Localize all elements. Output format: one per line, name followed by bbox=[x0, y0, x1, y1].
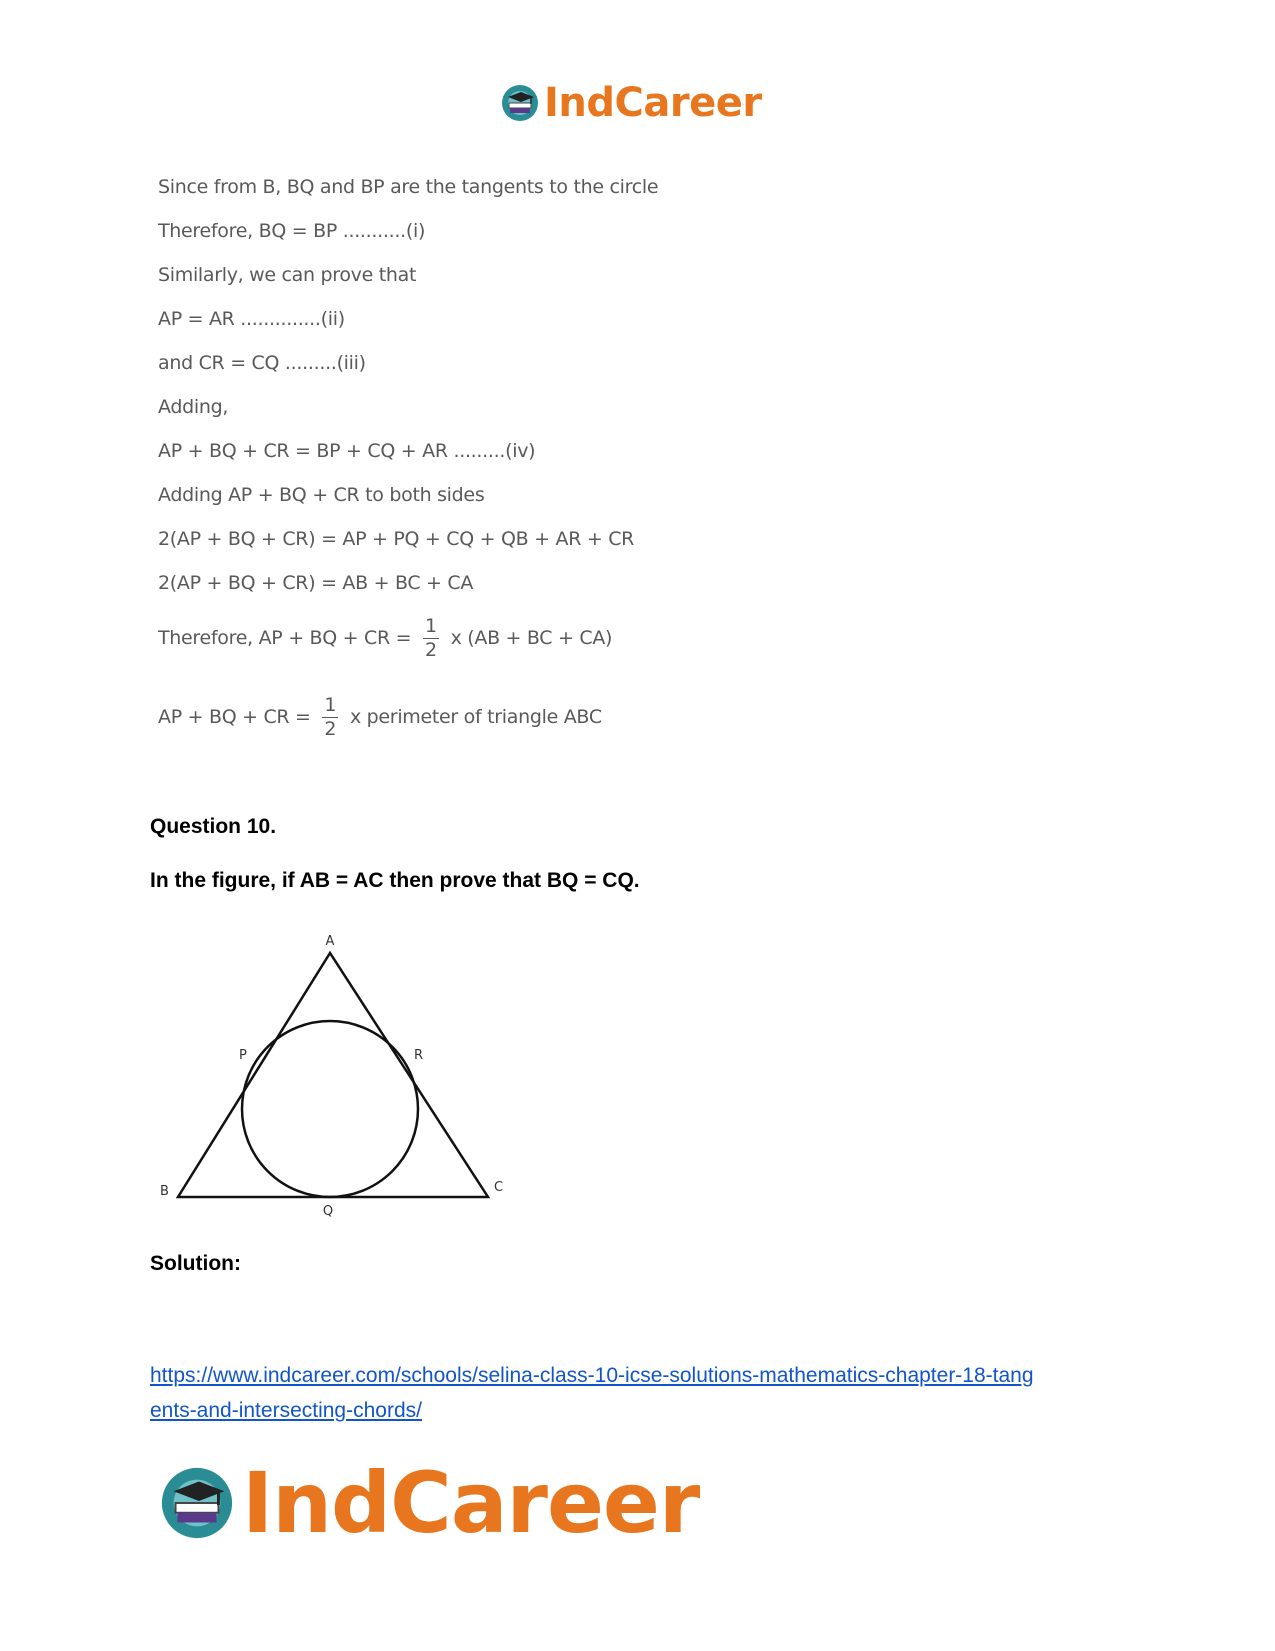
source-link-line-2[interactable]: ents-and-intersecting-chords/ bbox=[150, 1399, 422, 1422]
label-b: B bbox=[160, 1184, 169, 1199]
solution-line: Similarly, we can prove that bbox=[158, 264, 417, 286]
fraction-denominator: 2 bbox=[425, 639, 437, 661]
solution-line: 2(AP + BQ + CR) = AB + BC + CA bbox=[158, 572, 474, 594]
fraction-numerator: 1 bbox=[324, 694, 337, 716]
source-link-line-1[interactable]: https://www.indcareer.com/schools/selina-class-10-icse-solutions-mathematics-chapter-18-tang bbox=[150, 1364, 1034, 1387]
fraction-numerator: 1 bbox=[425, 615, 437, 637]
fraction-equation bbox=[158, 696, 602, 739]
question-statement: In the figure, if AB = AC then prove that BQ = CQ. bbox=[150, 869, 640, 892]
label-a: A bbox=[325, 935, 335, 949]
equation-prefix: AP + BQ + CR = bbox=[158, 706, 311, 728]
solution-line: and CR = CQ .........(iii) bbox=[158, 352, 366, 374]
solution-line: 2(AP + BQ + CR) = AP + PQ + CQ + QB + AR + CR bbox=[158, 528, 635, 550]
fraction bbox=[322, 696, 338, 739]
graduation-book-icon bbox=[158, 1464, 236, 1542]
solution-label: Solution: bbox=[150, 1252, 241, 1275]
brand-name: IndCareer bbox=[242, 1454, 700, 1552]
equation-suffix: x perimeter of triangle ABC bbox=[349, 706, 602, 728]
footer-logo bbox=[158, 1454, 700, 1552]
solution-line: Adding AP + BQ + CR to both sides bbox=[158, 484, 485, 506]
fraction-equation bbox=[158, 617, 612, 660]
solution-line: Adding, bbox=[158, 396, 229, 418]
fraction-denominator: 2 bbox=[324, 718, 337, 740]
question-title: Question 10. bbox=[150, 815, 277, 838]
header-logo bbox=[500, 78, 762, 128]
label-c: C bbox=[494, 1180, 504, 1195]
label-r: R bbox=[414, 1048, 424, 1063]
fraction bbox=[423, 617, 439, 660]
solution-line: Since from B, BQ and BP are the tangents to the circle bbox=[158, 176, 659, 198]
equation-suffix: x (AB + BC + CA) bbox=[450, 627, 613, 649]
graduation-book-icon bbox=[500, 83, 540, 123]
triangle-incircle-figure bbox=[150, 935, 520, 1225]
equation-prefix: Therefore, AP + BQ + CR = bbox=[158, 627, 412, 649]
label-q: Q bbox=[322, 1204, 334, 1219]
label-p: P bbox=[239, 1048, 247, 1063]
brand-name: IndCareer bbox=[544, 80, 762, 126]
solution-line: Therefore, BQ = BP ...........(i) bbox=[158, 220, 426, 242]
solution-line: AP + BQ + CR = BP + CQ + AR .........(iv) bbox=[158, 440, 536, 462]
solution-line: AP = AR ..............(ii) bbox=[158, 308, 345, 330]
incircle bbox=[242, 1021, 418, 1197]
triangle-abc bbox=[178, 953, 488, 1197]
